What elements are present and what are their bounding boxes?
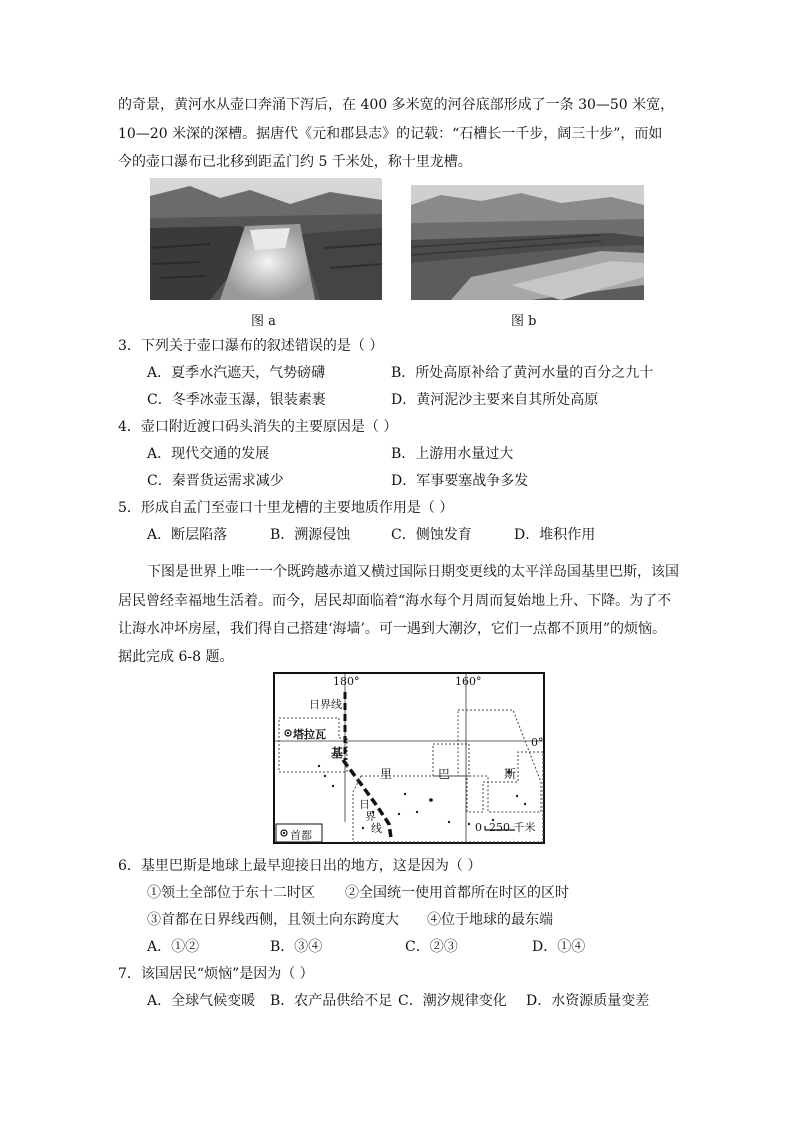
q4-option-a[interactable]: A．现代交通的发展 bbox=[147, 446, 270, 462]
q3-option-d[interactable]: D．黄河泥沙主要来自其所处高原 bbox=[391, 392, 599, 408]
dateline-label-bottom-2: 界 bbox=[365, 810, 376, 823]
q3-option-c[interactable]: C．冬季冰壶玉瀑，银装素裹 bbox=[147, 392, 326, 408]
passage-line-4: 据此完成 6-8 题。 bbox=[118, 649, 234, 665]
map-label-si: 斯 bbox=[504, 767, 517, 781]
q4-option-b[interactable]: B．上游用水量过大 bbox=[391, 446, 514, 462]
q4-stem: 4．壶口附近渡口码头消失的主要原因是（ ） bbox=[118, 419, 398, 435]
q7-stem: 7．该国居民“烦恼”是因为（ ） bbox=[118, 966, 314, 982]
intro-line-3: 今的壶口瀑布已北移到距孟门约 5 千米处，称十里龙槽。 bbox=[118, 154, 472, 170]
q6-statement-3: ③首都在日界线西侧，且领土向东跨度大 bbox=[147, 912, 399, 928]
legend-capital-label: 首都 bbox=[290, 829, 312, 842]
q6-option-d[interactable]: D．①④ bbox=[532, 939, 586, 955]
q4-option-d[interactable]: D．军事要塞战争多发 bbox=[391, 473, 529, 489]
q6-option-c[interactable]: C．②③ bbox=[405, 939, 458, 955]
figure-b-caption: 图 b bbox=[511, 314, 537, 329]
q4-option-c[interactable]: C．秦晋货运需求减少 bbox=[147, 473, 284, 489]
map-label-ji: 基 bbox=[331, 746, 344, 760]
q7-option-b[interactable]: B．农产品供给不足 bbox=[270, 993, 393, 1009]
passage-line-1: 下图是世界上唯一一个既跨越赤道又横过国际日期变更线的太平洋岛国基里巴斯，该国 bbox=[147, 564, 679, 580]
q7-option-d[interactable]: D．水资源质量变差 bbox=[526, 993, 650, 1009]
map-label-li: 里 bbox=[380, 767, 393, 781]
q5-option-d[interactable]: D．堆积作用 bbox=[514, 527, 596, 543]
equator-label: 0° bbox=[531, 736, 544, 749]
intro-line-1: 的奇景，黄河水从壶口奔涌下泻后，在 400 多米宽的河谷底部形成了一条 30—50 米宽， bbox=[118, 97, 675, 113]
dateline-label-bottom-3: 线 bbox=[371, 822, 382, 835]
q6-option-b[interactable]: B．③④ bbox=[270, 939, 323, 955]
q3-stem: 3．下列关于壶口瀑布的叙述错误的是（ ） bbox=[118, 338, 384, 354]
q6-statement-1: ①领土全部位于东十二时区 bbox=[147, 885, 315, 901]
photo-a-waterfall bbox=[150, 178, 382, 300]
scale-bar-label: 250 千米 bbox=[489, 821, 536, 834]
q5-option-b[interactable]: B．溯源侵蚀 bbox=[270, 527, 351, 543]
lon-160-label: 160° bbox=[455, 675, 482, 688]
map-label-ba: 巴 bbox=[438, 767, 451, 781]
dateline-label-bottom-1: 日 bbox=[359, 798, 370, 811]
passage-line-2: 居民曾经幸福地生活着。而今，居民却面临着“海水每个月周而复始地上升、下降。为了不 bbox=[118, 593, 672, 609]
q6-option-a[interactable]: A．①② bbox=[147, 939, 200, 955]
figure-a-caption: 图 a bbox=[251, 314, 276, 329]
q5-option-c[interactable]: C．侧蚀发育 bbox=[391, 527, 472, 543]
q6-statement-2: ②全国统一使用首都所在时区的区时 bbox=[345, 885, 569, 901]
q5-stem: 5．形成自孟门至壶口十里龙槽的主要地质作用是（ ） bbox=[118, 500, 454, 516]
lon-180-label: 180° bbox=[333, 675, 360, 688]
q5-option-a[interactable]: A．断层陷落 bbox=[147, 527, 228, 543]
q3-option-b[interactable]: B．所处高原补给了黄河水量的百分之九十 bbox=[391, 365, 654, 381]
photo-b-gorge bbox=[411, 185, 644, 300]
q6-stem: 6．基里巴斯是地球上最早迎接日出的地方，这是因为（ ） bbox=[118, 858, 482, 874]
kiribati-map bbox=[273, 672, 545, 844]
intro-line-2: 10—20 米深的深槽。据唐代《元和郡县志》的记载：“石槽长一千步，阔三十步”，而如 bbox=[118, 126, 663, 142]
q7-option-c[interactable]: C．潮汐规律变化 bbox=[398, 993, 507, 1009]
q3-option-a[interactable]: A．夏季水汽遮天，气势磅礴 bbox=[147, 365, 326, 381]
capital-label: 塔拉瓦 bbox=[293, 728, 326, 741]
q7-option-a[interactable]: A．全球气候变暖 bbox=[147, 993, 256, 1009]
scale-zero-label: 0 bbox=[475, 821, 482, 834]
q6-statement-4: ④位于地球的最东端 bbox=[427, 912, 553, 928]
dateline-label-top: 日界线 bbox=[309, 698, 342, 711]
passage-line-3: 让海水冲坏房屋，我们得自己搭建‘海墙’。可一遇到大潮汐，它们一点都不顶用”的烦恼。 bbox=[118, 621, 667, 637]
